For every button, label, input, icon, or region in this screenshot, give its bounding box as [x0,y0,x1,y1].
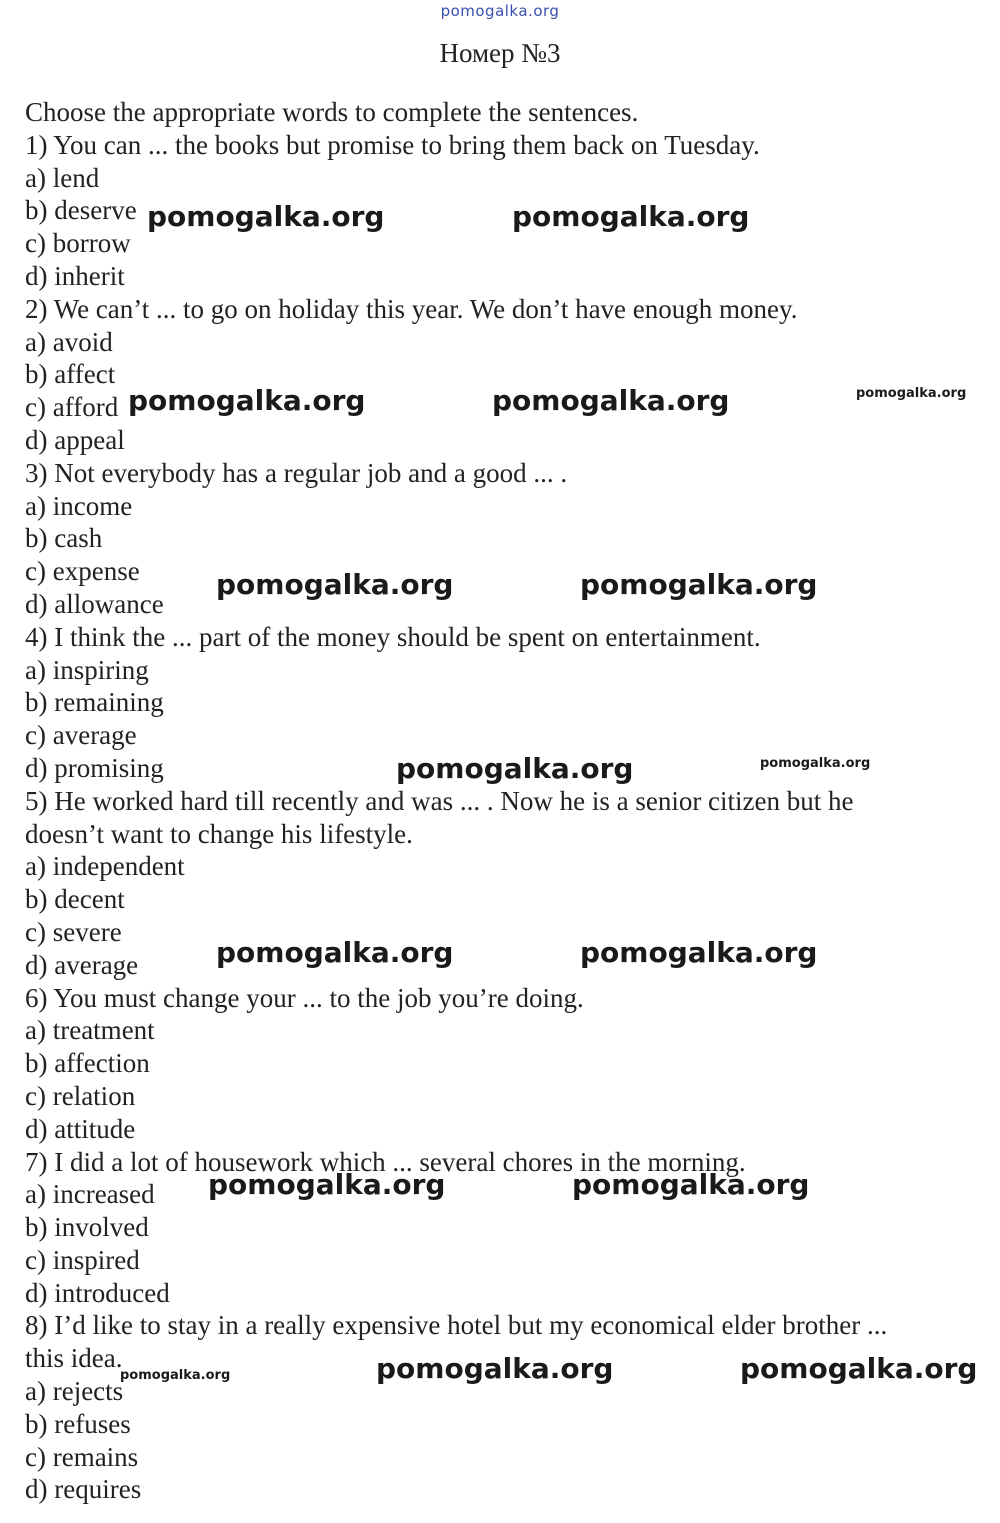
question-8-option-c: c) remains [25,1441,139,1472]
watermark: pomogalka.org [376,1352,614,1385]
question-8-text: 8) I’d like to stay in a really expensive hotel but my economical elder brother ... [25,1310,888,1341]
watermark: pomogalka.org [147,200,385,233]
question-5-option-a: a) independent [25,851,185,882]
question-1-text: 1) You can ... the books but promise to bring them back on Tuesday. [25,129,760,160]
question-6-option-a: a) treatment [25,1015,155,1046]
question-7 [25,1146,975,1310]
question-1-option-b: b) deserve [25,195,137,226]
question-7-text: 7) I did a lot of housework which ... several chores in the morning. [25,1146,746,1177]
question-6-option-b: b) affection [25,1048,150,1079]
question-1-option-a: a) lend [25,162,100,193]
question-1-option-c: c) borrow [25,228,131,259]
site-url-header[interactable]: pomogalka.org [440,2,560,20]
watermark: pomogalka.org [216,936,454,969]
question-8-text-continued: this idea. [25,1343,123,1374]
watermark: pomogalka.org [512,200,750,233]
question-4-text: 4) I think the ... part of the money should be spent on entertainment. [25,621,761,652]
watermark: pomogalka.org [856,386,967,401]
question-5 [25,785,975,982]
question-7-option-a: a) increased [25,1179,155,1210]
watermark: pomogalka.org [492,384,730,417]
watermark: pomogalka.org [580,568,818,601]
watermark: pomogalka.org [208,1168,446,1201]
question-8-option-b: b) refuses [25,1408,131,1439]
question-4-option-b: b) remaining [25,687,164,718]
question-3-option-d: d) allowance [25,588,164,619]
question-5-text: 5) He worked hard till recently and was ... . Now he is a senior citizen but he [25,785,854,816]
question-5-text-continued: doesn’t want to change his lifestyle. [25,818,413,849]
exercise-content [25,96,978,1506]
question-6 [25,982,975,1146]
question-5-option-b: b) decent [25,884,125,915]
question-1-option-d: d) inherit [25,260,125,291]
page-title: Номер №3 [439,38,561,68]
question-4 [25,621,975,785]
question-2-option-d: d) appeal [25,424,125,455]
question-8 [25,1309,978,1506]
watermark: pomogalka.org [580,936,818,969]
question-3-option-c: c) expense [25,556,140,587]
question-5-option-d: d) average [25,949,139,980]
question-6-option-c: c) relation [25,1080,136,1111]
question-4-option-a: a) inspiring [25,654,149,685]
question-8-option-d: d) requires [25,1474,142,1505]
question-5-option-c: c) severe [25,916,122,947]
watermark: pomogalka.org [740,1352,978,1385]
question-8-option-a: a) rejects [25,1376,124,1407]
question-2-option-b: b) affect [25,359,116,390]
question-3-option-b: b) cash [25,523,103,554]
watermark: pomogalka.org [396,752,634,785]
exercise-instruction: Choose the appropriate words to complete the sentences. [25,97,639,127]
question-1 [25,129,975,293]
question-6-text: 6) You must change your ... to the job you’re doing. [25,982,584,1013]
question-3 [25,457,975,621]
question-4-option-d: d) promising [25,752,164,783]
question-6-option-d: d) attitude [25,1113,136,1144]
watermark: pomogalka.org [572,1168,810,1201]
watermark: pomogalka.org [120,1368,231,1383]
question-2-option-a: a) avoid [25,326,113,357]
question-7-option-b: b) involved [25,1212,149,1243]
watermark: pomogalka.org [216,568,454,601]
question-2-option-c: c) afford [25,392,119,423]
watermark: pomogalka.org [128,384,366,417]
question-2 [25,293,975,457]
question-3-text: 3) Not everybody has a regular job and a good ... . [25,457,568,488]
question-2-text: 2) We can’t ... to go on holiday this year. We don’t have enough money. [25,293,798,324]
question-7-option-c: c) inspired [25,1244,140,1275]
question-3-option-a: a) income [25,490,133,521]
watermark: pomogalka.org [760,756,871,771]
question-4-option-c: c) average [25,720,137,751]
question-7-option-d: d) introduced [25,1277,170,1308]
